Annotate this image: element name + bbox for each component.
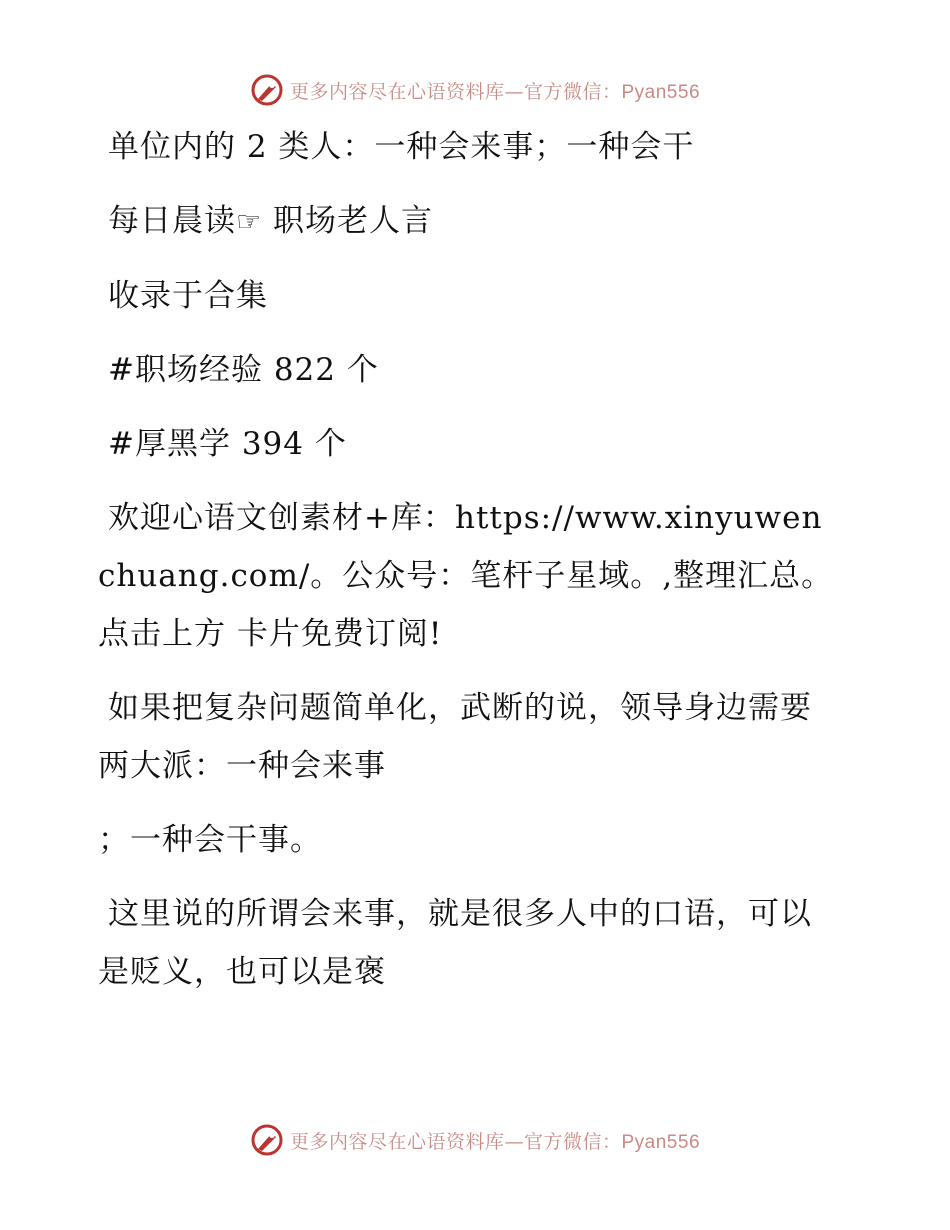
footer-banner-text [290,1127,700,1154]
collection-label: 收录于合集 [108,278,268,314]
header-banner [0,72,950,108]
article-title: 单位内的 2 类人：一种会来事；一种会干 [108,129,695,165]
pointing-hand-icon: ☞ [236,205,263,238]
paragraph-3: 这里说的所谓会来事，就是很多人中的口语，可以是贬义，也可以是褒 [98,896,812,990]
header-banner-label: 更多内容尽在心语资料库—官方微信： [289,80,622,103]
series-prefix: 每日晨读 [108,203,236,239]
header-banner-wechat-id: Pyan556 [621,81,701,103]
paragraph-2: ；一种会干事。 [98,822,322,858]
pen-nib-logo-icon [250,73,284,107]
paragraph-1: 如果把复杂问题简单化，武断的说，领导身边需要两大派：一种会来事 [98,690,812,784]
article-body [98,118,838,1017]
tag-workplace-experience[interactable]: #职场经验 822 个 [108,352,379,388]
footer-banner-label: 更多内容尽在心语资料库—官方微信： [289,1130,622,1153]
welcome-paragraph: 欢迎心语文创素材+库：https://www.xinyuwenchuang.com/。公众号：笔杆子星域。,整理汇总。点击上方 卡片免费订阅! [98,500,834,652]
series-line [98,192,838,251]
tag-thick-black-study[interactable]: #厚黑学 394 个 [108,426,347,462]
footer-banner [0,1122,950,1158]
series-suffix: 职场老人言 [262,203,433,239]
header-banner-text [290,77,700,104]
footer-banner-wechat-id: Pyan556 [621,1131,701,1153]
pen-nib-logo-icon [250,1123,284,1157]
